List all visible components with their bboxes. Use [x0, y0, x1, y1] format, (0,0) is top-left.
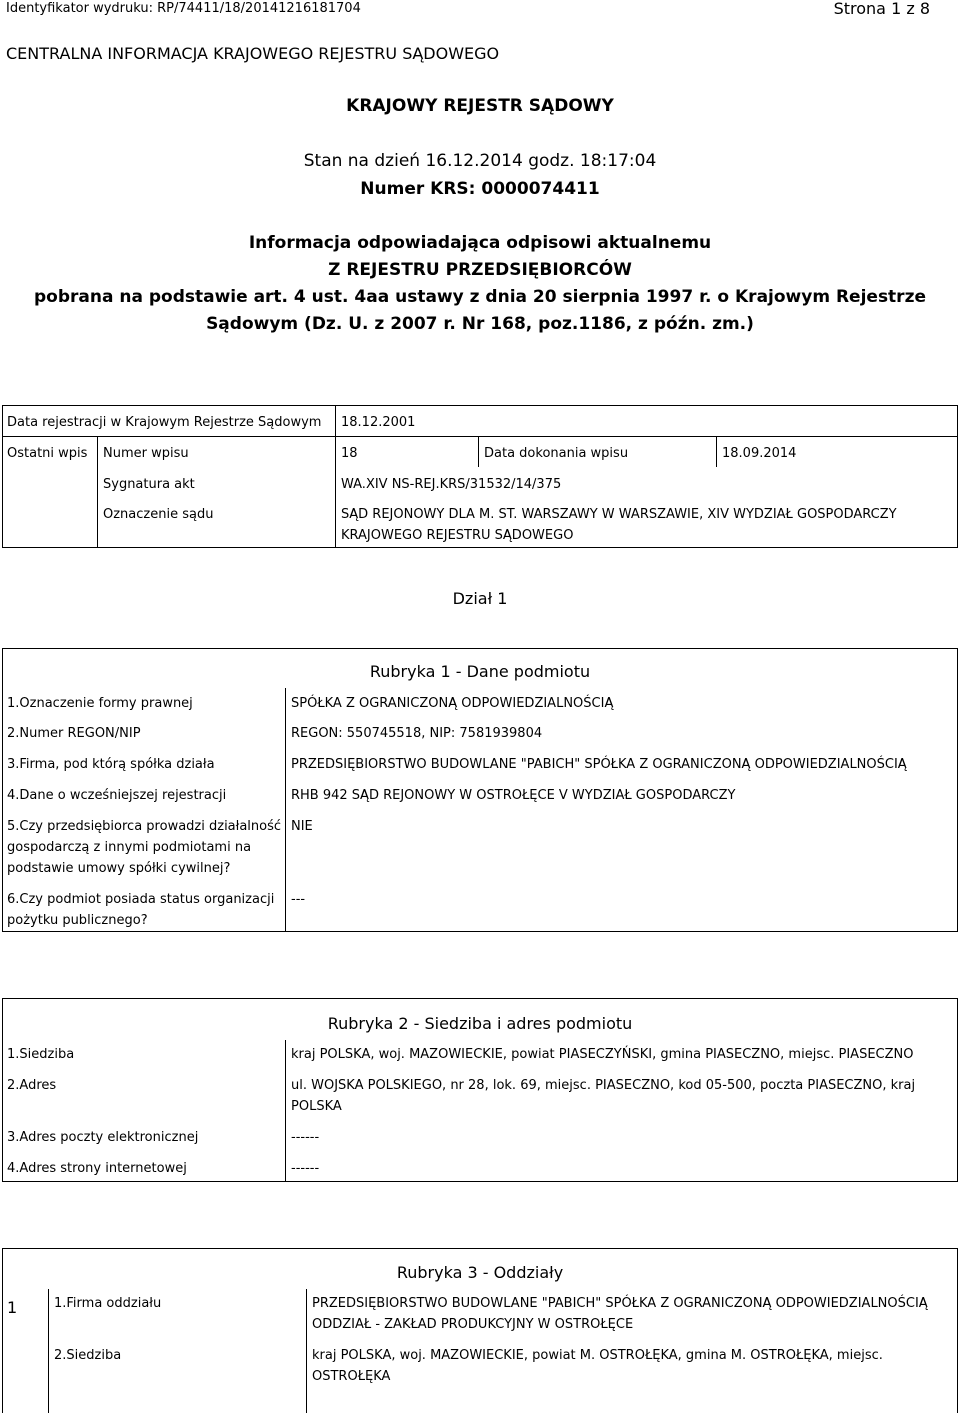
field-label: 3.Adres poczty elektronicznej	[7, 1130, 199, 1145]
field-label: 4.Dane o wcześniejszej rejestracji	[7, 788, 227, 803]
field-value: ------	[291, 1161, 320, 1176]
court-value-line-2: KRAJOWEGO REJESTRU SĄDOWEGO	[341, 528, 574, 543]
field-value-line: PRZEDSIĘBIORSTWO BUDOWLANE "PABICH" SPÓŁKA Z OGRANICZONĄ ODPOWIEDZIALNOŚCIĄ	[312, 1296, 928, 1311]
info-subtitle: Z REJESTRU PRZEDSIĘBIORCÓW	[328, 260, 632, 280]
divider	[48, 1289, 49, 1413]
field-value-line: kraj POLSKA, woj. MAZOWIECKIE, powiat M. OSTROŁĘKA, gmina M. OSTROŁĘKA, miejsc.	[312, 1348, 883, 1363]
field-label: 2.Adres	[7, 1078, 57, 1093]
field-label: 2.Numer REGON/NIP	[7, 726, 141, 741]
field-label-line: podstawie umowy spółki cywilnej?	[7, 861, 231, 876]
field-label: 1.Siedziba	[7, 1047, 75, 1062]
field-value: SPÓŁKA Z OGRANICZONĄ ODPOWIEDZIALNOŚCIĄ	[291, 696, 614, 711]
page-number: Strona 1 z 8	[833, 0, 930, 18]
status-date: Stan na dzień 16.12.2014 godz. 18:17:04	[303, 151, 657, 171]
registration-date-label: Data rejestracji w Krajowym Rejestrze Sądowym	[7, 415, 322, 430]
field-label-line: pożytku publicznego?	[7, 913, 148, 928]
entry-date-label: Data dokonania wpisu	[484, 446, 629, 461]
divider	[306, 1289, 307, 1413]
field-value: ---	[291, 892, 306, 907]
rubric-3-title: Rubryka 3 - Oddziały	[396, 1263, 564, 1282]
divider	[97, 436, 98, 548]
field-label: 2.Siedziba	[54, 1348, 122, 1363]
krs-number: Numer KRS: 0000074411	[360, 179, 600, 199]
rubric-2-title: Rubryka 2 - Siedziba i adres podmiotu	[327, 1014, 633, 1033]
last-entry-label: Ostatni wpis	[7, 446, 88, 461]
print-identifier: Identyfikator wydruku: RP/74411/18/20141216181704	[6, 1, 361, 16]
signature-value: WA.XIV NS-REJ.KRS/31532/14/375	[341, 477, 562, 492]
field-label-line: 6.Czy podmiot posiada status organizacji	[7, 892, 275, 907]
section-title: Dział 1	[452, 589, 508, 608]
legal-basis-line-2: Sądowym (Dz. U. z 2007 r. Nr 168, poz.1186, z późn. zm.)	[206, 314, 754, 334]
divider	[285, 1040, 286, 1182]
field-label: 1.Firma oddziału	[54, 1296, 162, 1311]
field-value: kraj POLSKA, woj. MAZOWIECKIE, powiat PIASECZYŃSKI, gmina PIASECZNO, miejsc. PIASECZNO	[291, 1047, 914, 1062]
field-value: ------	[291, 1130, 320, 1145]
field-label: 4.Adres strony internetowej	[7, 1161, 187, 1176]
field-value-line: OSTROŁĘKA	[312, 1369, 391, 1384]
divider	[2, 436, 958, 437]
field-value: NIE	[291, 819, 313, 834]
entry-date-value: 18.09.2014	[722, 446, 797, 461]
divider	[716, 436, 717, 467]
entry-number-value: 18	[341, 446, 358, 461]
registration-date-value: 18.12.2001	[341, 415, 416, 430]
divider	[285, 688, 286, 932]
organization-name: CENTRALNA INFORMACJA KRAJOWEGO REJESTRU SĄDOWEGO	[6, 44, 500, 63]
branch-number: 1	[7, 1298, 18, 1317]
divider	[478, 436, 479, 467]
field-value-line: POLSKA	[291, 1099, 342, 1114]
field-label: 1.Oznaczenie formy prawnej	[7, 696, 193, 711]
field-label-line: gospodarczą z innymi podmiotami na	[7, 840, 252, 855]
court-value-line-1: SĄD REJONOWY DLA M. ST. WARSZAWY W WARSZAWIE, XIV WYDZIAŁ GOSPODARCZY	[341, 507, 897, 522]
rubric-1-title: Rubryka 1 - Dane podmiotu	[369, 662, 591, 681]
field-value: REGON: 550745518, NIP: 7581939804	[291, 726, 543, 741]
info-title: Informacja odpowiadająca odpisowi aktualnemu	[248, 233, 712, 253]
divider	[335, 405, 336, 548]
registry-title: KRAJOWY REJESTR SĄDOWY	[346, 96, 614, 116]
entry-number-label: Numer wpisu	[103, 446, 189, 461]
field-value-line: ODDZIAŁ - ZAKŁAD PRODUKCYJNY W OSTROŁĘCE	[312, 1317, 634, 1332]
field-label: 3.Firma, pod którą spółka działa	[7, 757, 215, 772]
signature-label: Sygnatura akt	[103, 477, 195, 492]
field-label-line: 5.Czy przedsiębiorca prowadzi działalność	[7, 819, 282, 834]
legal-basis-line-1: pobrana na podstawie art. 4 ust. 4aa ustawy z dnia 20 sierpnia 1997 r. o Krajowym Rejestrze	[34, 287, 926, 307]
field-value-line: ul. WOJSKA POLSKIEGO, nr 28, lok. 69, miejsc. PIASECZNO, kod 05-500, poczta PIASECZNO, kraj	[291, 1078, 916, 1093]
court-label: Oznaczenie sądu	[103, 507, 214, 522]
field-value: PRZEDSIĘBIORSTWO BUDOWLANE "PABICH" SPÓŁKA Z OGRANICZONĄ ODPOWIEDZIALNOŚCIĄ	[291, 757, 907, 772]
field-value: RHB 942 SĄD REJONOWY W OSTROŁĘCE V WYDZIAŁ GOSPODARCZY	[291, 788, 736, 803]
